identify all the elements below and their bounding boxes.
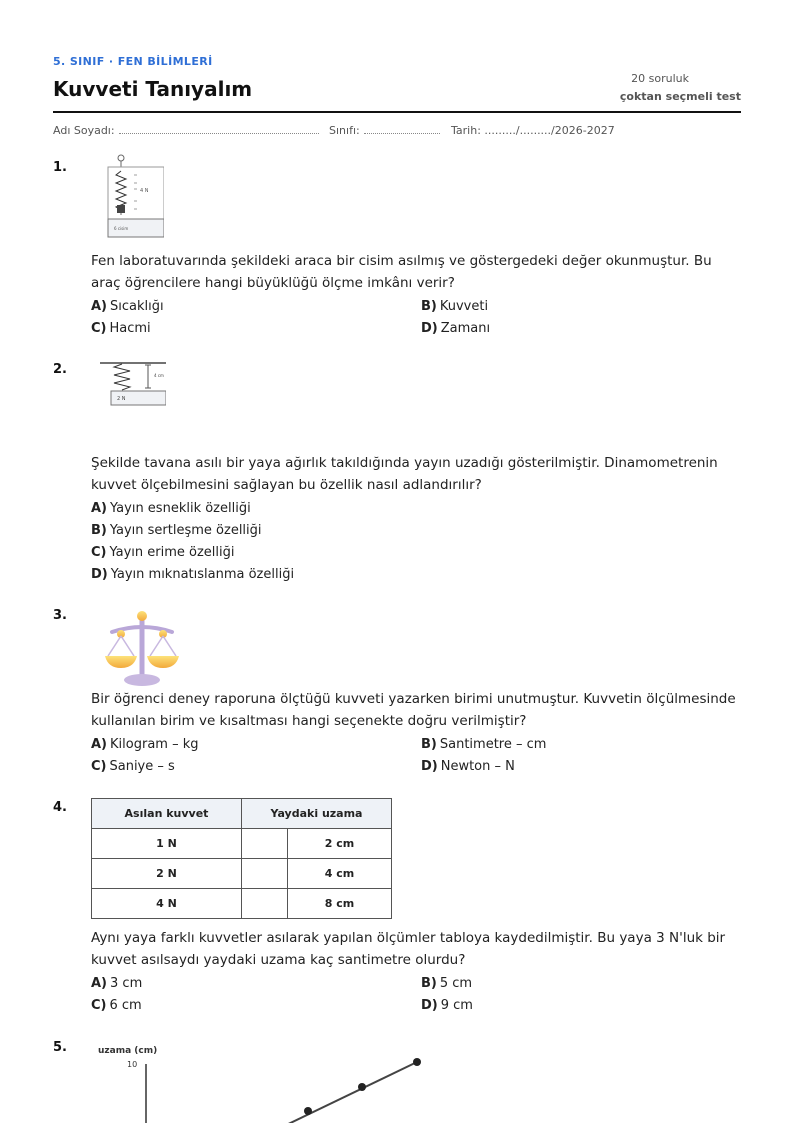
option-c[interactable]: C) Hacmi: [91, 321, 151, 336]
base-label: 6 cisim: [114, 226, 129, 231]
table-cell: 8 cm: [288, 889, 392, 919]
option-c[interactable]: C) Yayın erime özelliği: [91, 545, 235, 560]
option-c[interactable]: C) 6 cm: [91, 998, 142, 1013]
grade-label: 5. SINIF · FEN BİLİMLERİ: [53, 55, 213, 68]
table-row: [92, 829, 392, 859]
measurement-table: [91, 798, 392, 919]
question-number: 2.: [53, 362, 67, 377]
option-a[interactable]: A) Kilogram – kg: [91, 737, 199, 752]
class-label: Sınıfı:: [329, 124, 360, 137]
option-a[interactable]: A) 3 cm: [91, 976, 143, 991]
name-field[interactable]: [53, 124, 319, 137]
class-blank: [364, 125, 440, 134]
stretch-label: 4 cm: [154, 373, 164, 378]
weight-label: 2 N: [117, 396, 126, 402]
option-b[interactable]: B) 5 cm: [421, 976, 473, 991]
table-cell: 2 cm: [288, 829, 392, 859]
option-b[interactable]: B) Yayın sertleşme özelliği: [91, 523, 262, 538]
question-count: 20 soruluk: [631, 72, 689, 85]
option-b[interactable]: B) Kuvveti: [421, 299, 489, 314]
table-header: Asılan kuvvet: [92, 799, 242, 829]
question-stem: Şekilde tavana asılı bir yaya ağırlık takıldığında yayın uzadığı gösterilmiştir. Dinamometrenin kuvvet ölçebilmesini sağlayan bu özellik nasıl adlandırılır?: [91, 455, 718, 493]
graph-point: [358, 1083, 366, 1091]
table-cell: 1 N: [92, 829, 242, 859]
page-title: Kuvveti Tanıyalım: [53, 77, 253, 101]
question-number: 4.: [53, 800, 67, 815]
option-d[interactable]: D) Yayın mıknatıslanma özelliği: [91, 567, 295, 582]
table-header: Yaydaki uzama: [242, 799, 392, 829]
table-cell-empty: [242, 859, 288, 889]
question-number: 3.: [53, 608, 67, 623]
spring-figure: [100, 362, 166, 408]
table-cell: 2 N: [92, 859, 242, 889]
name-blank: [119, 125, 319, 134]
graph-point: [304, 1107, 312, 1115]
option-a[interactable]: A) Yayın esneklik özelliği: [91, 501, 251, 516]
table-cell: 4 N: [92, 889, 242, 919]
stretch-graph: [90, 1040, 430, 1123]
table-cell: 4 cm: [288, 859, 392, 889]
option-a[interactable]: A) Sıcaklığı: [91, 299, 164, 314]
option-d[interactable]: D) Zamanı: [421, 321, 491, 336]
graph-ylabel: uzama (cm): [98, 1046, 158, 1056]
dynamometer-figure: [100, 153, 164, 239]
table-row: [92, 859, 392, 889]
date-value: ........./........./2026-2027: [484, 124, 615, 137]
dynamometer-reading: 4 N: [140, 188, 149, 194]
option-c[interactable]: C) Saniye – s: [91, 759, 175, 774]
table-cell-empty: [242, 829, 288, 859]
question-stem: Aynı yaya farklı kuvvetler asılarak yapılan ölçümler tabloya kaydedilmiştir. Bu yaya 3 N'luk bir kuvvet asılsaydı yaydaki uzama kaç santimetre olurdu?: [91, 930, 726, 968]
graph-ytick: 10: [127, 1060, 138, 1069]
question-number: 1.: [53, 160, 67, 175]
name-label: Adı Soyadı:: [53, 124, 115, 137]
table-header-row: [92, 799, 392, 829]
date-label: Tarih:: [451, 124, 481, 137]
question-stem: Fen laboratuvarında şekildeki araca bir cisim asılmış ve göstergedeki değer okunmuştur. Bu araç öğrencilere hangi büyüklüğü ölçme imkânı verir?: [91, 253, 712, 291]
date-field[interactable]: [451, 124, 615, 137]
table-row: [92, 889, 392, 919]
question-number: 5.: [53, 1040, 67, 1055]
graph-line: [280, 1062, 417, 1123]
header-divider: [53, 111, 741, 113]
balance-scale-icon: [102, 608, 182, 688]
question-stem: Bir öğrenci deney raporuna ölçtüğü kuvveti yazarken birimi unutmuştur. Kuvvetin ölçülmesinde kullanılan birim ve kısaltması hangi seçenekte doğru verilmiştir?: [91, 691, 736, 729]
graph-point: [413, 1058, 421, 1066]
class-field[interactable]: [329, 124, 440, 137]
option-d[interactable]: D) 9 cm: [421, 998, 473, 1013]
test-type: çoktan seçmeli test: [619, 90, 741, 103]
option-b[interactable]: B) Santimetre – cm: [421, 737, 547, 752]
table-cell-empty: [242, 889, 288, 919]
option-d[interactable]: D) Newton – N: [421, 759, 515, 774]
